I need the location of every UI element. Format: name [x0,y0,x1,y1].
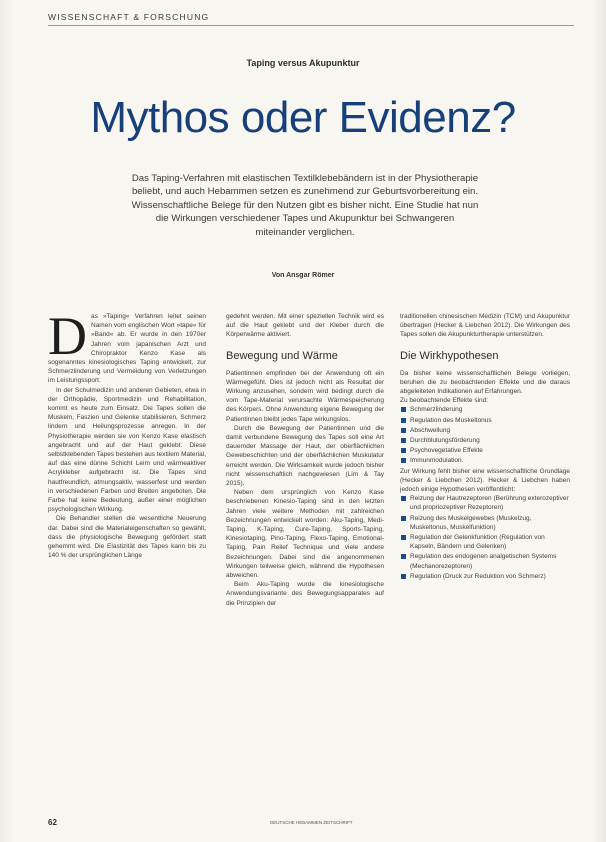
paragraph: Neben dem ursprünglich von Kenzo Kase beschriebenen Kinesio-Taping sind in den letzten Jahren viele weitere Methoden mit zahlreichen Bezeichnungen entwickelt worden: Aku-Taping, Medi-Taping, K-Taping, Cure-Taping, Sports-Taping, Kinesiotaping, Pino-Taping, Flexo-Taping, Emotional-Taping, Pain Relief Technique und viele andere Bezeichnungen. Dabei sind die angenommenen Wirkungen teilweise gleich, während die Hypothesen abweichen. [226,489,384,580]
list-item: Regulation (Druck zur Reduktion von Schmerz) [400,572,570,581]
text-column-2 [226,312,384,608]
article-byline: Von Ansgar Römer [271,272,335,279]
paragraph: Beim Aku-Taping wurde die kinesiologische Anwendungsvariante des Bewegungsapparates auf die Prinzipien der [226,581,384,607]
effects-list [400,405,570,465]
paragraph: gedehnt werden. Mit einer speziellen Technik wird es auf die Haut geklebt und der Kleber durch die Körperwärme aktiviert. [226,313,384,339]
article-kicker: Taping versus Akupunktur [246,58,360,68]
section-label: WISSENSCHAFT & FORSCHUNG [48,12,210,22]
paragraph: Zur Wirkung fehlt bisher eine wissenschaftliche Grundlage (Hecker & Liebchen 2012). Hecker & Liebchen haben jedoch einige Hypothesen veröffentlicht: [400,467,570,494]
paragraph: Zu beobachtende Effekte sind: [400,397,489,405]
list-item: Schmerzlinderung [400,405,570,414]
paragraph: traditionellen chinesischen Medizin (TCM) und Akupunktur übertragen (Hecker & Liebchen 2012). Die Wirkungen des Tapes sollen die Akupunkturtherapie unterstützen. [400,313,570,339]
hypotheses-list [400,494,570,581]
text-column-3 [400,312,570,582]
footer-text: DEUTSCHE HEBAMMEN ZEITSCHRIFT [270,820,353,825]
page-number: 62 [48,818,57,827]
list-item: Regulation des endogenen analgetischen Systems (Mechanorezeptoren) [400,552,570,570]
list-item: Durchblutungsförderung [400,436,570,445]
list-item: Regulation des Muskeltonus [400,416,570,425]
paragraph: Die Behandler stellen die wesentliche Neuerung dar. Dabei sind die Materialeigenschaften so gewählt, dass die physiologische Bewegung gefördert statt gehemmt wird. Die Elastizität des Tapes kann bis zu 140 % der ursprünglichen Länge [48,515,206,560]
list-item: Immunmodulation. [400,456,570,465]
text-column-1 [48,306,206,560]
paragraph: In der Schulmedizin und anderen Gebieten, etwa in der Orthopädie, Sportmedizin und Rehabilitation, kommt es heute zum Einsatz. Die Tapes sollen die Muskeln, Faszien und Gelenke stabilisieren, Schmerz lindern und Heilungsprozesse anregen. In der Physiotherapie werden sie von Kenzo Kase elastisch angebracht und auf der Haut geklebt. Diese selbstklebenden Tapes bestehen aus textilem Material, auf das eine dünne Schicht Leim und wärmeaktiver Acrylkleber aufgebracht ist. Die Tapes sind hautfreundlich, atmungsaktiv, wasserfest und werden in verschiedenen Farben und Breiten angeboten. Die Farbe hat keine Bedeutung, außer einer möglichen psychologischen Wirkung. [48,386,206,514]
paragraph: Da bisher keine wissenschaftlichen Belege vorliegen, beruhen die zu beobachtenden Effekte und die daraus abgeleiteten Indikationen auf Erfahrungen. [400,369,570,396]
list-item: Regulation der Gelenkfunktion (Regulation von Kapseln, Bändern und Gelenken) [400,533,570,551]
list-item: Abschwellung [400,426,570,435]
drop-cap: D [48,306,87,366]
subheading-bewegung: Bewegung und Wärme [226,349,338,362]
article-title: Mythos oder Evidenz? [90,93,516,142]
list-item: Reizung des Muskelgewebes (Muskelzug, Muskeltonus, Muskelfunktion) [400,514,570,532]
paragraph: as »Taping« Verfahren leitet seinen Namen vom englischen Wort »tape« für »Band« ab. Er wurde in den 1970er Jahren vom japanischen Arzt und Chiropraktor Kenzo Kase als sogenanntes kinesiologisches Taping entwickelt, zur Schmerzlinderung und Vermeidung von Verletzungen im Leistungssport. [48,313,206,385]
article-lead: Das Taping-Verfahren mit elastischen Textilklebebändern ist in der Physiotherapie beliebt, und auch Hebammen setzen es zunehmend zur Geburtsvorbereitung ein. Wissenschaftliche Belege für den Nutzen gibt es bisher nicht. Eine Studie hat nun die Wirkungen verschiedener Tapes und Akupunktur bei Schwangeren miteinander verglichen. [131,173,479,238]
paragraph: Patientinnen empfinden bei der Anwendung oft ein Wärmegefühl. Dies ist jedoch nicht als Resultat der Wirkung anzusehen, sondern wird bedingt durch die vom Tape-Material verursachte Wärmespeicherung des Körpers. Ohne Anwendung eigene Bewegung der Patientinnen bleibt jedes Tape wirkungslos. [226,369,384,423]
list-item: Reizung der Hautrezeptoren (Berührung exterozeptiver und propriozeptiver Rezeptoren) [400,494,570,512]
subheading-wirkhypothesen: Die Wirkhypothesen [400,349,499,362]
section-divider [48,25,574,26]
paragraph: Durch die Bewegung der Patientinnen und die damit verbundene Bewegung des Tapes soll eine Art dauernder Massage der Haut, der oberflächlichen Gewebeschichten und der oberflächlichen Muskulatur erreicht werden. Die Wirksamkeit wurde jedoch bisher nicht wissenschaftlich nachgewiesen (Lim & Tay 2015). [226,424,384,488]
list-item: Psychovegetative Effekte [400,446,570,455]
